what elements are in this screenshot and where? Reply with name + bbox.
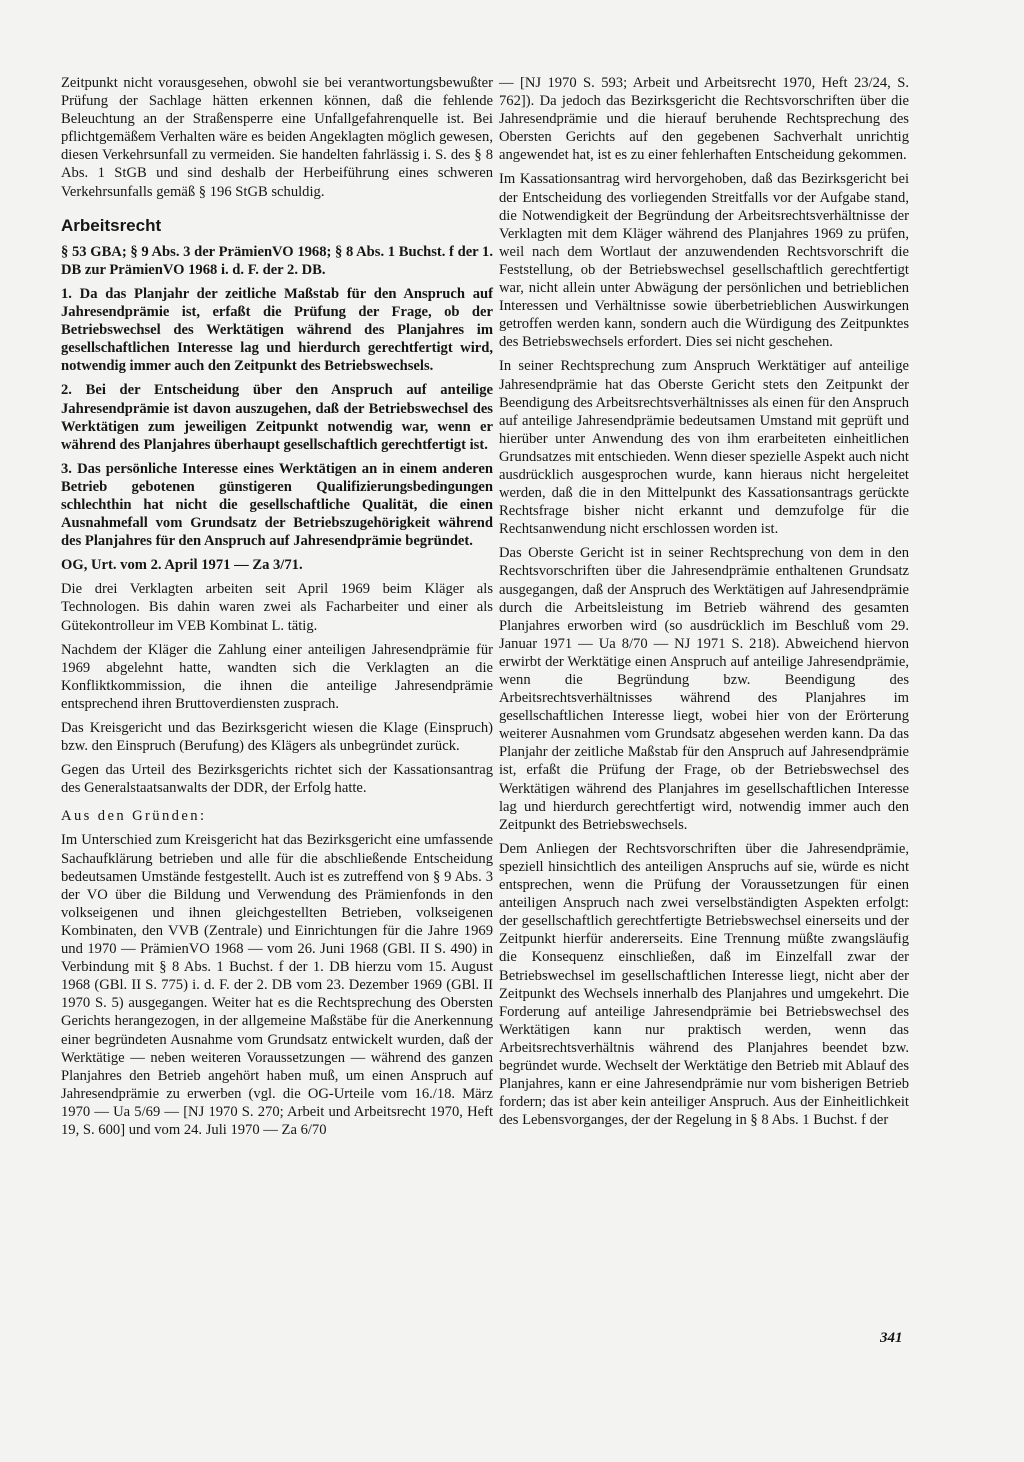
paragraph: Im Kassationsantrag wird hervorgehoben, daß das Bezirksgericht bei der Entscheidung des vorliegenden Streitfalls vor der Aufgabe stand, die Notwendigkeit der Begründung der Arbeitsrechtsverhältnisse der Verklagten mit dem Kläger während des Planjahres 1969 zu prüfen, weil nach dem Wortlaut der anzuwendenden Rechtsvorschrift die Feststellung, ob der Betriebswechsel gesellschaftlich gerechtfertigt war, nicht allein unter Abwägung der persönlichen und betrieblichen Interessen und Verhältnisse sowie überbetrieblichen Auswirkungen getroffen werden kann, sondern auch die Würdigung des Zeitpunktes des Betriebswechsels erfordert. Dies sei nicht geschehen. [499, 171, 909, 351]
left-column [61, 74, 493, 1145]
paragraph: Zeitpunkt nicht vorausgesehen, obwohl sie bei verantwortungsbewußter Prüfung der Sachlage hätten erkennen können, daß die fehlende Beleuchtung an der Straßensperre eine Unfallgefahrenquelle ist. Bei pflichtgemäßem Verhalten wäre es beiden Angeklagten möglich gewesen, diesen Verkehrsunfall zu vermeiden. Sie handelten fahrlässig i. S. des § 8 Abs. 1 StGB und sind deshalb der Herbeiführung eines schweren Verkehrsunfalls gemäß § 196 StGB schuldig. [61, 75, 493, 200]
facts-paragraph: Gegen das Urteil des Bezirksgerichts richtet sich der Kassationsantrag des Generalstaatsanwalts der DDR, der Erfolg hatte. [61, 762, 493, 797]
right-column [499, 74, 909, 1135]
norm-references: § 53 GBA; § 9 Abs. 3 der PrämienVO 1968; § 8 Abs. 1 Buchst. f der 1. DB zur PrämienVO 1968 i. d. F. der 2. DB. [61, 243, 493, 278]
reasons-heading: Aus den Gründen: [61, 808, 207, 825]
reasons-paragraph: Im Unterschied zum Kreisgericht hat das Bezirksgericht eine umfassende Sachaufklärung betrieben und alle für die abschließende Entscheidung bedeutsamen Umstände festgestellt. Auch ist es zutreffend von § 9 Abs. 3 der VO über die Bildung und Verwendung des Prämienfonds in den volkseigenen und ihnen gleichgestellten Betrieben, volkseigenen Kombinaten, den VVB (Zentrale) und Einrichtungen für die Jahre 1969 und 1970 — PrämienVO 1968 — vom 26. Juni 1968 (GBl. II S. 490) in Verbindung mit § 8 Abs. 1 Buchst. f der 1. DB hierzu vom 15. August 1968 (GBl. II S. 775) i. d. F. der 2. DB vom 23. Dezember 1969 (GBl. II 1970 S. 5) ausgegangen. Weiter hat es die Rechtsprechung des Obersten Gerichts herangezogen, in der allgemeine Maßstäbe für die Anerkennung einer begründeten Ausnahme vom Grundsatz entwickelt wurden, daß der Werktätige — neben weiteren Voraussetzungen — während des ganzen Planjahres den Betrieb angehört haben muß, um einen Anspruch auf Jahresendprämie zu erwerben (vgl. die OG-Urteile vom 16./18. März 1970 — Ua 5/69 — [NJ 1970 S. 270; Arbeit und Arbeitsrecht 1970, Heft 19, S. 600] und vom 24. Juli 1970 — Za 6/70 [61, 832, 493, 1138]
headnote-2: 2. Bei der Entscheidung über den Anspruch auf anteilige Jahresendprämie ist davon auszugehen, daß der Betriebswechsel des Werktätigen zum jeweiligen Zeitpunkt notwendig war, wenn er während des Planjahres überhaupt gesellschaftlich gerechtfertigt ist. [61, 382, 493, 453]
paragraph: — [NJ 1970 S. 593; Arbeit und Arbeitsrecht 1970, Heft 23/24, S. 762]). Da jedoch das Bezirksgericht die Rechtsvorschriften über die Jahresendprämie und die hierauf beruhende Rechtsprechung des Obersten Gerichts auf den gegebenen Sachverhalt unrichtig angewendet hat, ist es zu einer fehlerhaften Entscheidung gekommen. [499, 75, 909, 164]
facts-paragraph: Das Kreisgericht und das Bezirksgericht wiesen die Klage (Einspruch) bzw. den Einspruch (Berufung) des Klägers als unbegründet zurück. [61, 720, 493, 755]
paragraph: Das Oberste Gericht ist in seiner Rechtsprechung von dem in den Rechtsvorschriften über die Jahresendprämie enthaltenen Grundsatz ausgegangen, daß der Anspruch des Werktätigen auf Jahresendprämie durch die Arbeitsleistung im Betrieb während des gesamten Planjahres erworben wird (so ausdrücklich im Beschluß vom 29. Januar 1971 — Ua 8/70 — NJ 1971 S. 218). Abweichend hiervon erwirbt der Werktätige einen Anspruch auf anteilige Jahresendprämie, wenn die Begründung bzw. Beendigung des Arbeitsrechtsverhältnisses während des Planjahres im gesellschaftlichen Interesse liegt, wobei hier von der Erörterung weiterer Ausnahmen vom Grundsatz abgesehen werden kann. Da das Planjahr der zeitliche Maßstab für den Anspruch auf Jahresendprämie ist, erfaßt die Prüfung der Frage, ob der Betriebswechsel des Werktätigen während des Planjahres im gesellschaftlichen Interesse lag und hierdurch gerechtfertigt wird, notwendig immer auch den Zeitpunkt des Betriebswechsels. [499, 545, 909, 833]
case-citation: OG, Urt. vom 2. April 1971 — Za 3/71. [61, 557, 303, 574]
headnote-1: 1. Da das Planjahr der zeitliche Maßstab für den Anspruch auf Jahresendprämie ist, erfaßt die Prüfung der Frage, ob der Betriebswechsel des Werktätigen während des Planjahres im gesellschaftlichen Interesse lag und hierdurch gerechtfertigt wird, notwendig immer auch den Zeitpunkt des Betriebswechsels. [61, 285, 493, 375]
section-heading: Arbeitsrecht [61, 215, 162, 235]
facts-paragraph: Die drei Verklagten arbeiten seit April 1969 beim Kläger als Technologen. Bis dahin waren zwei als Facharbeiter und einer als Gütekontrolleur im VEB Kombinat L. tätig. [61, 581, 493, 634]
page-number: 341 [880, 1330, 903, 1346]
paragraph: In seiner Rechtsprechung zum Anspruch Werktätiger auf anteilige Jahresendprämie hat das Oberste Gericht stets den Zeitpunkt der Beendigung des Arbeitsrechtsverhältnisses als einen für den Anspruch auf anteilige Jahresendprämie bedeutsamen Umstand mit geprüft und hierüber unter Anwendung des von ihm erarbeiteten einheitlichen Grundsatzes mit entschieden. Wenn dieser spezielle Aspekt auch nicht ausdrücklich ausgesprochen wurde, kann hieraus nicht hergeleitet werden, daß die in den Mittelpunkt des Kassationsantrags gerückte Rechtsfrage bisher nicht erkannt und demzufolge für die Rechtsanwendung nicht erschlossen worden ist. [499, 358, 909, 538]
paragraph: Dem Anliegen der Rechtsvorschriften über die Jahresendprämie, speziell hinsichtlich des anteiligen Anspruchs auf sie, würde es nicht entsprechen, wenn die Prüfung der Voraussetzungen für einen anteiligen Anspruch nach zwei verselbständigten Aspekten erfolgt: der gesellschaftlich gerechtfertigte Betriebswechsel einerseits und der Zeitpunkt hierfür andererseits. Eine Trennung müßte zwangsläufig die Konsequenz einschließen, daß im Einzelfall zwar der Betriebswechsel im gesellschaftlichen Interesse liegt, nicht aber der Zeitpunkt des Wechsels innerhalb des Planjahres und umgekehrt. Die Forderung auf anteilige Jahresendprämie bei Betriebswechsel des Werktätigen kann nur praktisch werden, wenn das Arbeitsrechtsverhältnis während des Planjahres beendet bzw. begründet wurde. Wechselt der Werktätige den Betrieb mit Ablauf des Planjahres, kann er eine Jahresendprämie nur vom bisherigen Betrieb fordern; das ist aber kein anteiliger Anspruch. Aus der Einheitlichkeit des Lebensvorganges, der der Regelung in § 8 Abs. 1 Buchst. f der [499, 840, 909, 1129]
facts-paragraph: Nachdem der Kläger die Zahlung einer anteiligen Jahresendprämie für 1969 abgelehnt hatte, wandten sich die Verklagten an die Konfliktkommission, die ihnen die anteilige Jahresendprämie entsprechend ihren Bruttoverdiensten zusprach. [61, 641, 493, 712]
headnote-3: 3. Das persönliche Interesse eines Werktätigen an in einem anderen Betrieb gebotenen günstigeren Qualifizierungsbedingungen schlechthin hat nicht die gesellschaftliche Qualität, die einen Ausnahmefall vom Grundsatz der Betriebszugehörigkeit während des Planjahres für den Anspruch auf Jahresendprämie begründet. [61, 460, 493, 550]
